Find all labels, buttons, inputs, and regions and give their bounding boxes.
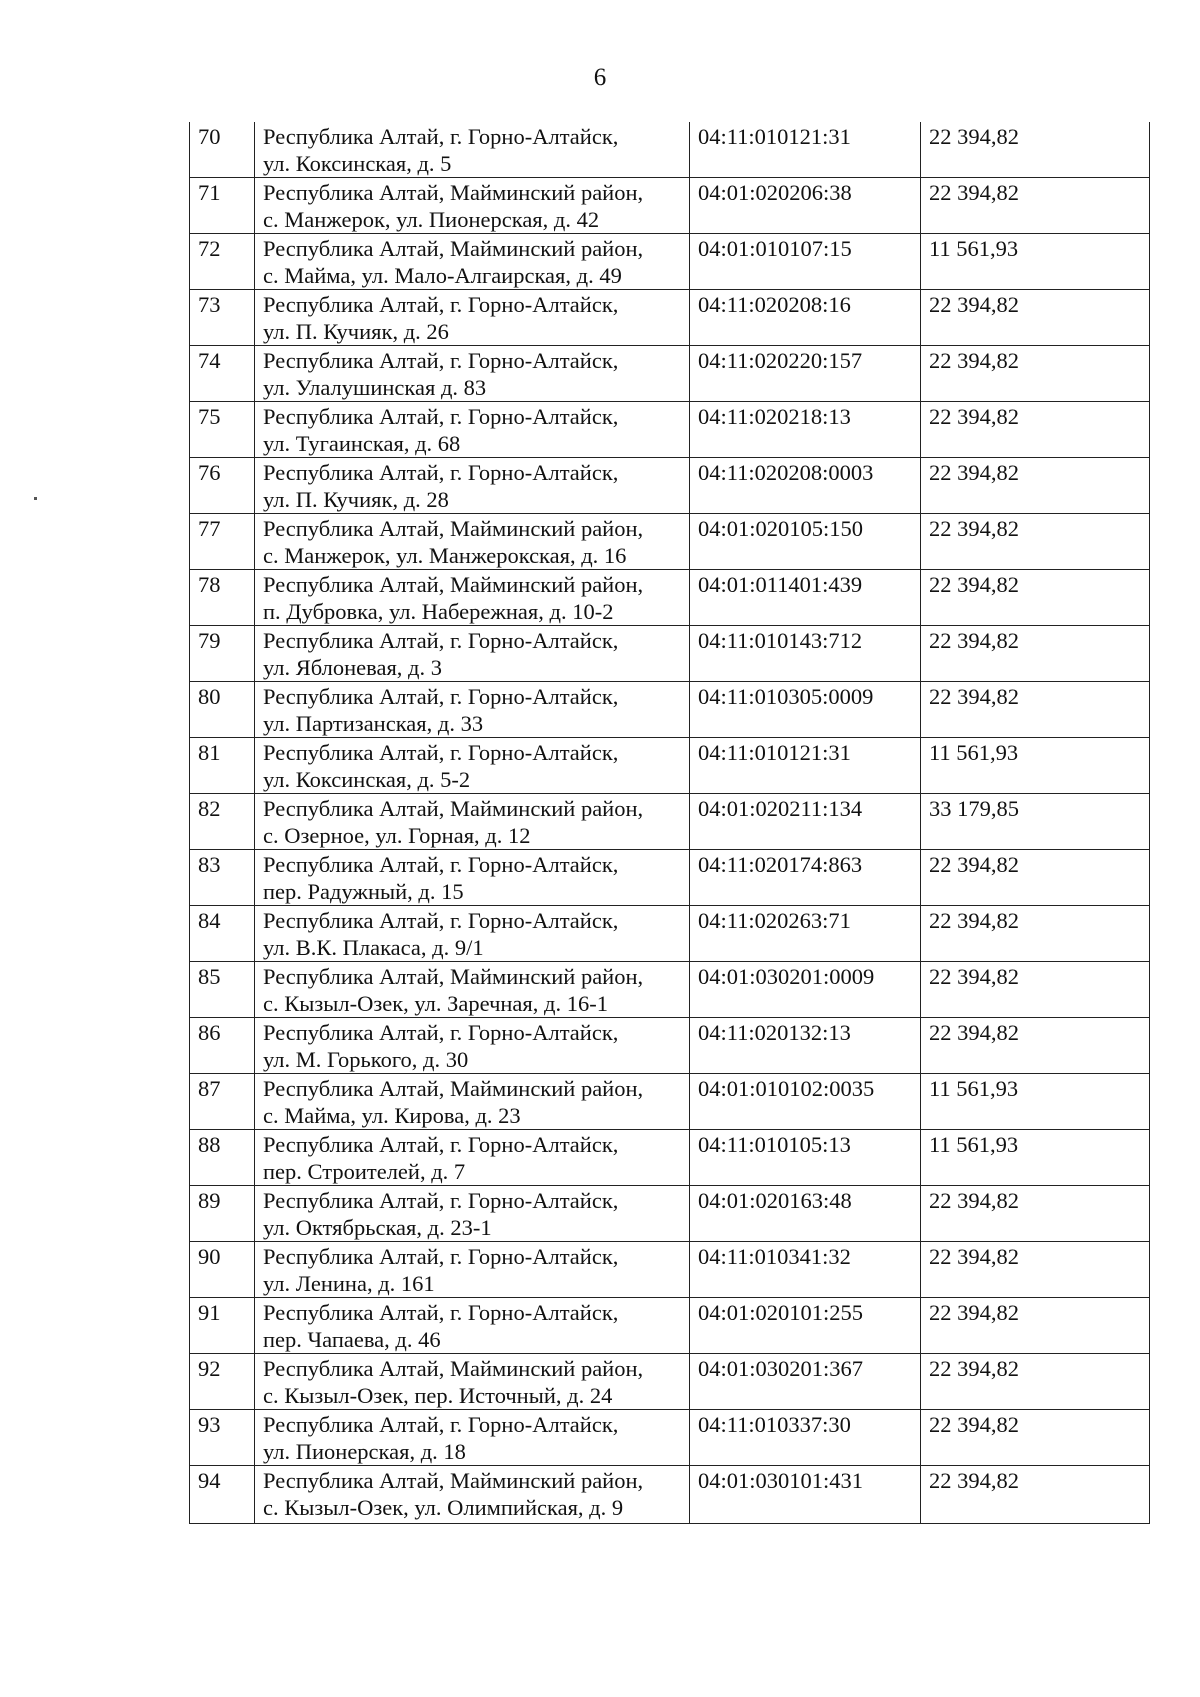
row-number: 83 [190,850,255,906]
row-amount: 22 394,82 [921,1298,1150,1354]
table-row [190,290,1150,346]
row-address [255,626,690,682]
scan-speck [34,497,37,500]
address-line-1: Республика Алтай, г. Горно-Алтайск, [263,852,619,877]
address-line-2: пер. Радужный, д. 15 [263,879,464,904]
row-amount: 11 561,93 [921,1074,1150,1130]
address-line-2: с. Кызыл-Озек, ул. Олимпийская, д. 9 [263,1495,624,1520]
property-table [189,122,1150,1524]
table-row [190,1466,1150,1524]
row-address [255,458,690,514]
address-line-2: ул. М. Горького, д. 30 [263,1047,469,1072]
row-number: 81 [190,738,255,794]
property-table-body [190,122,1150,1524]
table-row [190,178,1150,234]
row-number: 71 [190,178,255,234]
address-line-2: ул. Улалушинская д. 83 [263,375,487,400]
table-row [190,1130,1150,1186]
address-line-1: Республика Алтай, Майминский район, [263,1076,644,1101]
table-row [190,850,1150,906]
row-number: 74 [190,346,255,402]
address-line-2: ул. Яблоневая, д. 3 [263,655,443,680]
row-amount: 22 394,82 [921,850,1150,906]
table-row [190,234,1150,290]
row-cadastral-number: 04:11:010121:31 [690,738,921,794]
address-line-2: с. Манжерок, ул. Манжерокская, д. 16 [263,543,627,568]
row-number: 76 [190,458,255,514]
row-number: 94 [190,1466,255,1524]
address-line-2: пер. Строителей, д. 7 [263,1159,466,1184]
row-cadastral-number: 04:01:020101:255 [690,1298,921,1354]
table-row [190,514,1150,570]
table-row [190,738,1150,794]
row-number: 77 [190,514,255,570]
row-address [255,1074,690,1130]
row-cadastral-number: 04:01:011401:439 [690,570,921,626]
address-line-1: Республика Алтай, г. Горно-Алтайск, [263,628,619,653]
row-amount: 22 394,82 [921,626,1150,682]
row-address [255,570,690,626]
row-amount: 11 561,93 [921,234,1150,290]
row-cadastral-number: 04:11:020218:13 [690,402,921,458]
table-row [190,346,1150,402]
row-address [255,1242,690,1298]
address-line-1: Республика Алтай, г. Горно-Алтайск, [263,1132,619,1157]
row-amount: 22 394,82 [921,458,1150,514]
row-number: 91 [190,1298,255,1354]
row-address [255,178,690,234]
address-line-2: ул. Пионерская, д. 18 [263,1439,466,1464]
row-address [255,906,690,962]
table-row [190,906,1150,962]
row-address [255,234,690,290]
row-number: 82 [190,794,255,850]
table-row [190,1354,1150,1410]
row-cadastral-number: 04:11:020208:0003 [690,458,921,514]
row-address [255,1466,690,1524]
address-line-1: Республика Алтай, г. Горно-Алтайск, [263,908,619,933]
address-line-2: ул. Тугаинская, д. 68 [263,431,461,456]
row-amount: 22 394,82 [921,570,1150,626]
table-row [190,1018,1150,1074]
table-row [190,962,1150,1018]
address-line-1: Республика Алтай, г. Горно-Алтайск, [263,1412,619,1437]
row-amount: 22 394,82 [921,1466,1150,1524]
row-amount: 22 394,82 [921,1186,1150,1242]
row-cadastral-number: 04:11:010341:32 [690,1242,921,1298]
row-cadastral-number: 04:01:020211:134 [690,794,921,850]
row-cadastral-number: 04:11:010121:31 [690,122,921,178]
row-amount: 22 394,82 [921,1242,1150,1298]
row-cadastral-number: 04:01:030201:367 [690,1354,921,1410]
row-address [255,346,690,402]
row-cadastral-number: 04:11:020174:863 [690,850,921,906]
address-line-1: Республика Алтай, Майминский район, [263,964,644,989]
row-address [255,1018,690,1074]
address-line-1: Республика Алтай, Майминский район, [263,796,644,821]
address-line-2: ул. Коксинская, д. 5 [263,151,452,176]
row-address [255,1130,690,1186]
table-row [190,1074,1150,1130]
row-amount: 22 394,82 [921,1354,1150,1410]
row-number: 90 [190,1242,255,1298]
row-amount: 11 561,93 [921,738,1150,794]
address-line-2: п. Дубровка, ул. Набережная, д. 10-2 [263,599,614,624]
table-row [190,1298,1150,1354]
address-line-2: ул. Ленина, д. 161 [263,1271,435,1296]
row-amount: 22 394,82 [921,122,1150,178]
row-number: 84 [190,906,255,962]
row-cadastral-number: 04:11:020208:16 [690,290,921,346]
row-amount: 22 394,82 [921,290,1150,346]
address-line-2: ул. Октябрьская, д. 23-1 [263,1215,492,1240]
row-number: 75 [190,402,255,458]
row-address [255,122,690,178]
row-address [255,290,690,346]
row-amount: 22 394,82 [921,962,1150,1018]
address-line-2: с. Майма, ул. Кирова, д. 23 [263,1103,521,1128]
row-number: 86 [190,1018,255,1074]
row-amount: 22 394,82 [921,906,1150,962]
row-cadastral-number: 04:11:010337:30 [690,1410,921,1466]
row-cadastral-number: 04:01:020163:48 [690,1186,921,1242]
table-row [190,626,1150,682]
row-number: 73 [190,290,255,346]
row-address [255,1298,690,1354]
row-address [255,794,690,850]
row-cadastral-number: 04:11:020132:13 [690,1018,921,1074]
row-cadastral-number: 04:01:020206:38 [690,178,921,234]
address-line-1: Республика Алтай, Майминский район, [263,1468,644,1493]
page-number: 6 [593,64,607,91]
address-line-1: Республика Алтай, г. Горно-Алтайск, [263,124,619,149]
row-cadastral-number: 04:01:030201:0009 [690,962,921,1018]
row-amount: 22 394,82 [921,402,1150,458]
address-line-1: Республика Алтай, г. Горно-Алтайск, [263,740,619,765]
address-line-1: Республика Алтай, Майминский район, [263,180,644,205]
row-number: 93 [190,1410,255,1466]
address-line-1: Республика Алтай, г. Горно-Алтайск, [263,404,619,429]
row-amount: 22 394,82 [921,682,1150,738]
table-row [190,458,1150,514]
row-number: 92 [190,1354,255,1410]
table-row [190,1410,1150,1466]
table-row [190,1242,1150,1298]
address-line-1: Республика Алтай, г. Горно-Алтайск, [263,292,619,317]
row-number: 88 [190,1130,255,1186]
row-cadastral-number: 04:11:010143:712 [690,626,921,682]
address-line-1: Республика Алтай, г. Горно-Алтайск, [263,1244,619,1269]
address-line-2: с. Майма, ул. Мало-Алгаирская, д. 49 [263,263,622,288]
table-row [190,794,1150,850]
row-amount: 33 179,85 [921,794,1150,850]
row-address [255,962,690,1018]
row-number: 87 [190,1074,255,1130]
row-number: 79 [190,626,255,682]
row-number: 72 [190,234,255,290]
row-address [255,514,690,570]
row-cadastral-number: 04:11:020263:71 [690,906,921,962]
row-address [255,1410,690,1466]
row-cadastral-number: 04:01:020105:150 [690,514,921,570]
table-row [190,570,1150,626]
table-row [190,122,1150,178]
row-cadastral-number: 04:11:010105:13 [690,1130,921,1186]
address-line-1: Республика Алтай, г. Горно-Алтайск, [263,460,619,485]
address-line-1: Республика Алтай, г. Горно-Алтайск, [263,1020,619,1045]
address-line-1: Республика Алтай, г. Горно-Алтайск, [263,684,619,709]
row-amount: 22 394,82 [921,1018,1150,1074]
row-number: 70 [190,122,255,178]
address-line-1: Республика Алтай, Майминский район, [263,236,644,261]
address-line-2: ул. П. Кучияк, д. 28 [263,487,449,512]
row-cadastral-number: 04:01:010102:0035 [690,1074,921,1130]
address-line-1: Республика Алтай, Майминский район, [263,516,644,541]
address-line-2: с. Кызыл-Озек, пер. Источный, д. 24 [263,1383,613,1408]
row-number: 80 [190,682,255,738]
address-line-1: Республика Алтай, Майминский район, [263,572,644,597]
row-amount: 22 394,82 [921,178,1150,234]
row-address [255,682,690,738]
row-cadastral-number: 04:11:020220:157 [690,346,921,402]
address-line-2: с. Манжерок, ул. Пионерская, д. 42 [263,207,600,232]
row-amount: 11 561,93 [921,1130,1150,1186]
row-amount: 22 394,82 [921,346,1150,402]
row-address [255,1354,690,1410]
row-cadastral-number: 04:11:010305:0009 [690,682,921,738]
address-line-1: Республика Алтай, г. Горно-Алтайск, [263,1188,619,1213]
table-row [190,402,1150,458]
address-line-1: Республика Алтай, г. Горно-Алтайск, [263,348,619,373]
address-line-2: с. Озерное, ул. Горная, д. 12 [263,823,531,848]
row-address [255,850,690,906]
address-line-2: пер. Чапаева, д. 46 [263,1327,441,1352]
table-row [190,682,1150,738]
address-line-2: с. Кызыл-Озек, ул. Заречная, д. 16-1 [263,991,608,1016]
row-number: 89 [190,1186,255,1242]
row-address [255,738,690,794]
row-address [255,402,690,458]
address-line-2: ул. Партизанская, д. 33 [263,711,484,736]
row-cadastral-number: 04:01:030101:431 [690,1466,921,1524]
row-address [255,1186,690,1242]
row-amount: 22 394,82 [921,1410,1150,1466]
address-line-2: ул. П. Кучияк, д. 26 [263,319,449,344]
row-number: 78 [190,570,255,626]
address-line-2: ул. В.К. Плакаса, д. 9/1 [263,935,484,960]
address-line-1: Республика Алтай, Майминский район, [263,1356,644,1381]
address-line-1: Республика Алтай, г. Горно-Алтайск, [263,1300,619,1325]
address-line-2: ул. Коксинская, д. 5-2 [263,767,471,792]
row-amount: 22 394,82 [921,514,1150,570]
table-row [190,1186,1150,1242]
row-cadastral-number: 04:01:010107:15 [690,234,921,290]
row-number: 85 [190,962,255,1018]
